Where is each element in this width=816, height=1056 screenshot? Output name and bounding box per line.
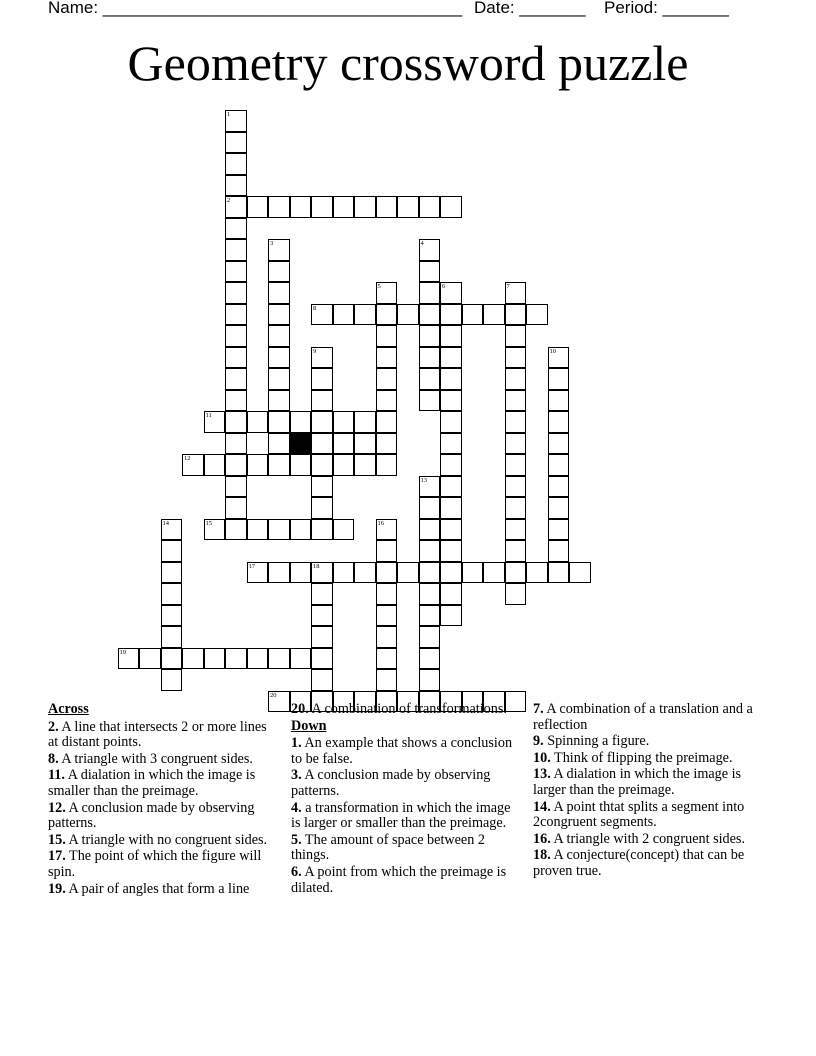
answer-cell[interactable] xyxy=(354,411,376,433)
answer-cell[interactable] xyxy=(354,196,376,218)
clue-number: 8 xyxy=(313,304,317,312)
clue-text: a transformation in which the image is larger or smaller than the preimage. xyxy=(291,799,511,832)
answer-cell[interactable] xyxy=(268,325,290,347)
clue-number-label: 14. xyxy=(533,798,551,815)
answer-cell[interactable] xyxy=(462,562,484,584)
clue-number-label: 17. xyxy=(48,848,66,865)
answer-cell[interactable] xyxy=(548,411,570,433)
answer-cell[interactable] xyxy=(376,304,398,326)
answer-cell[interactable] xyxy=(204,411,226,433)
clue-number-label: 11. xyxy=(48,767,65,784)
clue-item xyxy=(291,865,513,896)
clue-item xyxy=(533,767,755,798)
answer-cell[interactable] xyxy=(311,347,333,369)
answer-cell[interactable] xyxy=(268,282,290,304)
answer-cell[interactable] xyxy=(161,562,183,584)
answer-cell[interactable] xyxy=(440,583,462,605)
clue-number: 2 xyxy=(227,197,231,204)
answer-cell[interactable] xyxy=(376,454,398,476)
answer-cell[interactable] xyxy=(290,196,312,218)
page-title: Geometry crossword puzzle xyxy=(127,35,689,91)
clue-number-label: 2. xyxy=(48,718,59,735)
name-field[interactable]: Name: ______________________________________ xyxy=(48,0,463,17)
answer-cell[interactable] xyxy=(204,454,226,476)
answer-cell[interactable] xyxy=(247,562,269,584)
answer-cell[interactable] xyxy=(548,368,570,390)
period-field[interactable]: Period: _______ xyxy=(604,0,729,17)
answer-cell[interactable] xyxy=(225,282,247,304)
answer-cell[interactable] xyxy=(225,476,247,498)
answer-cell[interactable] xyxy=(268,368,290,390)
answer-cell[interactable] xyxy=(505,476,527,498)
clues-column-2 xyxy=(291,702,513,897)
clue-number-label: 8. xyxy=(48,750,59,767)
answer-cell[interactable] xyxy=(440,368,462,390)
answer-cell[interactable] xyxy=(225,325,247,347)
answer-cell[interactable] xyxy=(397,562,419,584)
answer-cell[interactable] xyxy=(548,519,570,541)
clue-number: 5 xyxy=(377,283,381,290)
answer-cell[interactable] xyxy=(225,239,247,261)
answer-cell[interactable] xyxy=(290,648,312,670)
answer-cell[interactable] xyxy=(139,648,161,670)
answer-cell[interactable] xyxy=(225,368,247,390)
answer-cell[interactable] xyxy=(354,562,376,584)
answer-cell[interactable] xyxy=(225,648,247,670)
answer-cell[interactable] xyxy=(376,583,398,605)
answer-cell[interactable] xyxy=(268,519,290,541)
clue-number: 1 xyxy=(227,111,231,118)
clue-item xyxy=(291,768,513,799)
answer-cell[interactable] xyxy=(333,196,355,218)
answer-cell[interactable] xyxy=(311,648,333,670)
answer-cell[interactable] xyxy=(333,433,355,455)
answer-cell[interactable] xyxy=(311,476,333,498)
answer-cell[interactable] xyxy=(290,454,312,476)
answer-cell[interactable] xyxy=(419,562,441,584)
answer-cell[interactable] xyxy=(569,562,591,584)
answer-cell[interactable] xyxy=(376,347,398,369)
answer-cell[interactable] xyxy=(247,411,269,433)
answer-cell[interactable] xyxy=(268,239,290,261)
answer-cell[interactable] xyxy=(376,325,398,347)
answer-cell[interactable] xyxy=(225,433,247,455)
answer-cell[interactable] xyxy=(505,304,527,326)
clue-text: A dialation in which the image is larger than the preimage. xyxy=(533,766,742,798)
answer-cell[interactable] xyxy=(247,196,269,218)
answer-cell[interactable] xyxy=(440,282,462,304)
answer-cell[interactable] xyxy=(526,562,548,584)
answer-cell[interactable] xyxy=(419,196,441,218)
clue-item xyxy=(533,800,755,831)
answer-cell[interactable] xyxy=(311,519,333,541)
clue-text: Think of flipping the preimage. xyxy=(550,749,733,766)
answer-cell[interactable] xyxy=(376,390,398,412)
answer-cell[interactable] xyxy=(268,433,290,455)
clue-item xyxy=(48,752,273,768)
clue-number-label: 13. xyxy=(533,766,551,783)
answer-cell[interactable] xyxy=(505,325,527,347)
answer-cell[interactable] xyxy=(440,454,462,476)
answer-cell[interactable] xyxy=(440,347,462,369)
answer-cell[interactable] xyxy=(548,497,570,519)
clue-text: The amount of space between 2 things. xyxy=(291,831,485,864)
answer-cell[interactable] xyxy=(376,411,398,433)
answer-cell[interactable] xyxy=(225,454,247,476)
answer-cell[interactable] xyxy=(225,411,247,433)
answer-cell[interactable] xyxy=(419,519,441,541)
answer-cell[interactable] xyxy=(247,648,269,670)
answer-cell[interactable] xyxy=(505,368,527,390)
answer-cell[interactable] xyxy=(440,476,462,498)
answer-cell[interactable] xyxy=(376,519,398,541)
clue-number-label: 18. xyxy=(533,847,551,864)
clues-column-1 xyxy=(48,702,273,898)
answer-cell[interactable] xyxy=(311,433,333,455)
clue-number: 19 xyxy=(119,648,126,656)
answer-cell[interactable] xyxy=(376,648,398,670)
answer-cell[interactable] xyxy=(376,282,398,304)
clue-number-label: 20. xyxy=(291,701,309,717)
clue-text: A triangle with no congruent sides. xyxy=(65,831,268,848)
answer-cell[interactable] xyxy=(225,196,247,218)
clue-number: 14 xyxy=(162,519,169,527)
answer-cell[interactable] xyxy=(354,304,376,326)
answer-cell[interactable] xyxy=(311,583,333,605)
answer-cell[interactable] xyxy=(333,304,355,326)
clue-number: 12 xyxy=(184,455,191,462)
answer-cell[interactable] xyxy=(397,196,419,218)
answer-cell[interactable] xyxy=(268,454,290,476)
clue-text: A combination of a translation and a reflection xyxy=(533,701,753,733)
clue-number-label: 4. xyxy=(291,799,302,816)
answer-cell[interactable] xyxy=(204,648,226,670)
answer-cell[interactable] xyxy=(290,562,312,584)
answer-cell[interactable] xyxy=(354,454,376,476)
answer-cell[interactable] xyxy=(483,304,505,326)
answer-cell[interactable] xyxy=(225,497,247,519)
answer-cell[interactable] xyxy=(311,562,333,584)
answer-cell[interactable] xyxy=(440,325,462,347)
clue-item xyxy=(291,833,513,864)
clue-text: A conjecture(concept) that can be proven true. xyxy=(533,847,745,879)
clue-text: A point thtat splits a segment into 2congruent segments. xyxy=(533,798,745,831)
answer-cell[interactable] xyxy=(333,411,355,433)
clue-number-label: 1. xyxy=(291,735,302,752)
answer-cell[interactable] xyxy=(440,196,462,218)
answer-cell[interactable] xyxy=(483,562,505,584)
answer-cell[interactable] xyxy=(225,175,247,197)
clue-number-label: 16. xyxy=(533,830,551,847)
answer-cell[interactable] xyxy=(311,368,333,390)
clue-text: A dialation in which the image is smaller than the preimage. xyxy=(48,767,256,799)
clue-item xyxy=(48,849,273,880)
answer-cell[interactable] xyxy=(225,110,247,132)
answer-cell[interactable] xyxy=(376,196,398,218)
answer-cell[interactable] xyxy=(311,196,333,218)
answer-cell[interactable] xyxy=(268,411,290,433)
answer-cell[interactable] xyxy=(548,540,570,562)
answer-cell[interactable] xyxy=(225,304,247,326)
date-field[interactable]: Date: _______ xyxy=(474,0,586,17)
answer-cell[interactable] xyxy=(548,454,570,476)
clue-number: 3 xyxy=(270,240,274,247)
answer-cell[interactable] xyxy=(182,648,204,670)
answer-cell[interactable] xyxy=(526,304,548,326)
answer-cell[interactable] xyxy=(440,390,462,412)
answer-cell[interactable] xyxy=(161,626,183,648)
answer-cell[interactable] xyxy=(161,669,183,691)
answer-cell[interactable] xyxy=(397,304,419,326)
answer-cell[interactable] xyxy=(182,454,204,476)
answer-cell[interactable] xyxy=(161,583,183,605)
answer-cell[interactable] xyxy=(505,411,527,433)
answer-cell[interactable] xyxy=(376,433,398,455)
answer-cell[interactable] xyxy=(548,476,570,498)
clue-item xyxy=(533,832,755,848)
answer-cell[interactable] xyxy=(505,519,527,541)
answer-cell[interactable] xyxy=(505,583,527,605)
answer-cell[interactable] xyxy=(376,368,398,390)
answer-cell[interactable] xyxy=(161,605,183,627)
answer-cell[interactable] xyxy=(225,132,247,154)
clue-number: 11 xyxy=(205,412,212,419)
answer-cell[interactable] xyxy=(419,347,441,369)
answer-cell[interactable] xyxy=(161,648,183,670)
answer-cell[interactable] xyxy=(419,325,441,347)
clue-text: A point from which the preimage is dilated. xyxy=(291,863,507,896)
clue-number-label: 12. xyxy=(48,799,66,816)
answer-cell[interactable] xyxy=(161,540,183,562)
clue-item xyxy=(48,833,273,849)
answer-cell[interactable] xyxy=(204,519,226,541)
answer-cell[interactable] xyxy=(225,519,247,541)
clue-item xyxy=(48,882,273,898)
clue-text: A triangle with 2 congruent sides. xyxy=(550,830,745,847)
answer-cell[interactable] xyxy=(311,669,333,691)
answer-cell[interactable] xyxy=(419,626,441,648)
answer-cell[interactable] xyxy=(505,562,527,584)
answer-cell[interactable] xyxy=(505,540,527,562)
answer-cell[interactable] xyxy=(311,626,333,648)
answer-cell[interactable] xyxy=(505,282,527,304)
answer-cell[interactable] xyxy=(376,605,398,627)
clue-item xyxy=(48,801,273,832)
answer-cell[interactable] xyxy=(268,562,290,584)
answer-cell[interactable] xyxy=(440,433,462,455)
answer-cell[interactable] xyxy=(419,605,441,627)
answer-cell[interactable] xyxy=(419,304,441,326)
answer-cell[interactable] xyxy=(225,390,247,412)
answer-cell[interactable] xyxy=(333,454,355,476)
answer-cell[interactable] xyxy=(311,304,333,326)
answer-cell[interactable] xyxy=(419,669,441,691)
answer-cell[interactable] xyxy=(311,411,333,433)
answer-cell[interactable] xyxy=(225,218,247,240)
clue-item xyxy=(48,720,273,751)
clue-number-label: 9. xyxy=(533,733,544,750)
clue-item xyxy=(533,848,755,879)
answer-cell[interactable] xyxy=(440,605,462,627)
answer-cell[interactable] xyxy=(225,153,247,175)
clues-heading: Down xyxy=(291,717,327,734)
answer-cell[interactable] xyxy=(225,261,247,283)
clue-number: 20 xyxy=(270,691,277,699)
answer-cell[interactable] xyxy=(161,519,183,541)
answer-cell[interactable] xyxy=(419,368,441,390)
answer-cell[interactable] xyxy=(548,433,570,455)
answer-cell[interactable] xyxy=(419,583,441,605)
answer-cell[interactable] xyxy=(419,540,441,562)
answer-cell[interactable] xyxy=(548,562,570,584)
answer-cell[interactable] xyxy=(440,562,462,584)
clue-text: An example that shows a conclusion to be false. xyxy=(291,735,513,767)
answer-cell[interactable] xyxy=(268,347,290,369)
clue-text: The point of which the figure will spin. xyxy=(48,848,262,880)
answer-cell[interactable] xyxy=(333,562,355,584)
clue-item xyxy=(291,736,513,767)
answer-cell[interactable] xyxy=(505,454,527,476)
answer-cell[interactable] xyxy=(440,304,462,326)
clue-number-label: 7. xyxy=(533,701,544,717)
clue-item xyxy=(533,702,755,733)
answer-cell[interactable] xyxy=(311,454,333,476)
answer-cell[interactable] xyxy=(268,261,290,283)
answer-cell[interactable] xyxy=(419,239,441,261)
answer-cell[interactable] xyxy=(440,497,462,519)
answer-cell[interactable] xyxy=(440,540,462,562)
answer-cell[interactable] xyxy=(311,605,333,627)
answer-cell[interactable] xyxy=(376,562,398,584)
clue-text: A conclusion made by observing patterns. xyxy=(48,799,255,832)
answer-cell[interactable] xyxy=(225,347,247,369)
answer-cell[interactable] xyxy=(440,411,462,433)
clue-number-label: 5. xyxy=(291,831,302,848)
answer-cell[interactable] xyxy=(505,347,527,369)
answer-cell[interactable] xyxy=(290,519,312,541)
clue-text: A combination of transformations. xyxy=(308,701,507,717)
clues-heading: Across xyxy=(48,701,89,717)
clue-number-label: 19. xyxy=(48,880,66,897)
answer-cell[interactable] xyxy=(548,347,570,369)
answer-cell[interactable] xyxy=(419,497,441,519)
answer-cell[interactable] xyxy=(505,433,527,455)
answer-cell[interactable] xyxy=(354,433,376,455)
clue-item xyxy=(533,751,755,767)
clue-number: 4 xyxy=(420,240,424,247)
clue-number: 6 xyxy=(442,283,446,290)
answer-cell[interactable] xyxy=(247,519,269,541)
answer-cell[interactable] xyxy=(268,196,290,218)
clue-text: A triangle with 3 congruent sides. xyxy=(58,750,253,767)
answer-cell[interactable] xyxy=(419,648,441,670)
answer-cell[interactable] xyxy=(419,476,441,498)
answer-cell[interactable] xyxy=(462,304,484,326)
clue-item xyxy=(291,702,513,718)
answer-cell[interactable] xyxy=(548,390,570,412)
clue-text: Spinning a figure. xyxy=(543,733,650,750)
answer-cell[interactable] xyxy=(333,519,355,541)
answer-cell[interactable] xyxy=(419,261,441,283)
blocked-cell xyxy=(290,433,312,455)
clue-number: 17 xyxy=(248,562,255,570)
answer-cell[interactable] xyxy=(290,411,312,433)
answer-cell[interactable] xyxy=(268,648,290,670)
answer-cell[interactable] xyxy=(419,282,441,304)
answer-cell[interactable] xyxy=(376,626,398,648)
answer-cell[interactable] xyxy=(311,390,333,412)
answer-cell[interactable] xyxy=(311,497,333,519)
answer-cell[interactable] xyxy=(268,390,290,412)
clue-text: A conclusion made by observing patterns. xyxy=(291,767,491,799)
clue-number-label: 15. xyxy=(48,831,66,848)
clue-text: A line that intersects 2 or more lines at distant points. xyxy=(48,718,267,751)
clues-column-3 xyxy=(533,702,755,881)
clue-item xyxy=(48,768,273,799)
answer-cell[interactable] xyxy=(376,540,398,562)
clue-text: A pair of angles that form a line xyxy=(65,880,250,897)
clue-number: 16 xyxy=(377,519,384,527)
answer-cell[interactable] xyxy=(505,497,527,519)
answer-cell[interactable] xyxy=(505,390,527,412)
answer-cell[interactable] xyxy=(118,648,140,670)
clue-number: 13 xyxy=(420,476,427,484)
clue-item xyxy=(291,801,513,832)
answer-cell[interactable] xyxy=(440,519,462,541)
clue-item xyxy=(533,734,755,750)
clue-number-label: 3. xyxy=(291,767,302,784)
answer-cell[interactable] xyxy=(419,390,441,412)
clue-number-label: 10. xyxy=(533,749,551,766)
answer-cell[interactable] xyxy=(268,304,290,326)
answer-cell[interactable] xyxy=(247,454,269,476)
clue-number: 9 xyxy=(313,347,317,355)
clue-number-label: 6. xyxy=(291,863,302,880)
clue-number: 10 xyxy=(549,347,556,355)
answer-cell[interactable] xyxy=(376,669,398,691)
clue-number: 7 xyxy=(506,283,510,290)
clue-number: 18 xyxy=(313,562,320,570)
clue-number: 15 xyxy=(205,519,212,527)
